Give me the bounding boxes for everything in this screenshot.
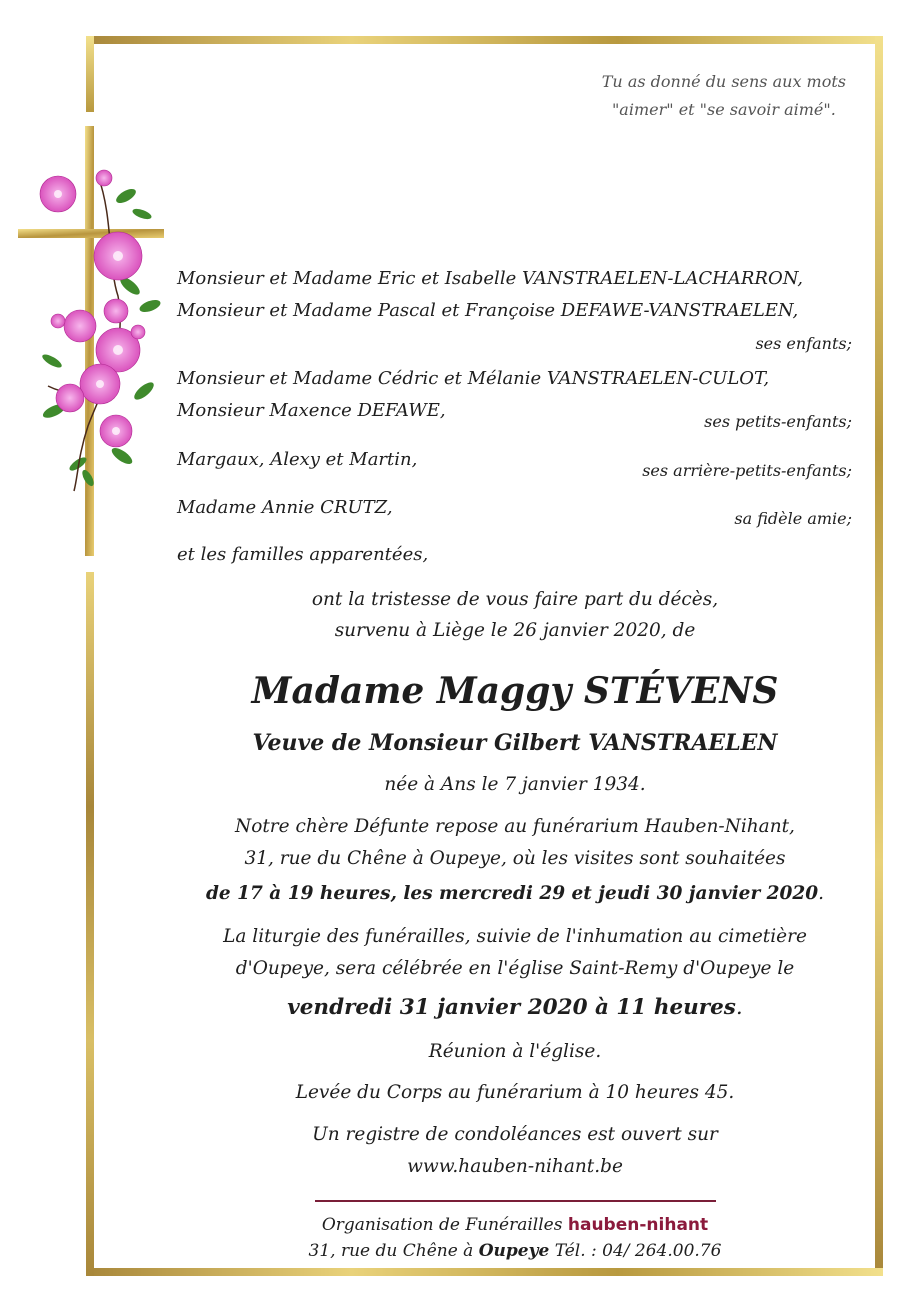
opening-quote xyxy=(602,68,846,124)
brand-logo: hauben-nihant xyxy=(567,1215,709,1235)
frame-top-border xyxy=(86,36,883,44)
footer-divider xyxy=(315,1200,716,1202)
frame-left-border-top xyxy=(86,36,94,112)
quote-line-1: Tu as donné du sens aux mots xyxy=(601,72,846,91)
friend-line: Madame Annie CRUTZ, xyxy=(177,497,393,518)
register-line-1: Un registre de condoléances est ouvert sur xyxy=(312,1124,718,1145)
visits-line xyxy=(90,883,918,904)
grandchildren-line-1: Monsieur et Madame Cédric et Mélanie VANSTRAELEN-CULOT, xyxy=(177,368,770,389)
address-town: Oupeye xyxy=(478,1241,550,1261)
children-role: ses enfants; xyxy=(755,334,852,353)
birth-line: née à Ans le 7 janvier 1934. xyxy=(384,774,646,795)
rest-line-1: Notre chère Défunte repose au funérarium Hauben-Nihant, xyxy=(235,816,795,837)
great-grandchildren-line: Margaux, Alexy et Martin, xyxy=(177,449,418,470)
ceremony-date-period: . xyxy=(735,995,743,1020)
grandchildren-line-2: Monsieur Maxence DEFAWE, xyxy=(177,400,446,421)
floral-cross-icon xyxy=(18,126,164,566)
address-prefix: 31, rue du Chêne à xyxy=(308,1241,474,1261)
ceremony-date-line xyxy=(90,995,918,1020)
phone-number: Tél. : 04/ 264.00.76 xyxy=(554,1241,722,1261)
frame-bottom-border xyxy=(86,1268,883,1276)
great-grandchildren-role: ses arrière-petits-enfants; xyxy=(642,461,852,480)
rest-line-2: 31, rue du Chêne à Oupeye, où les visites sont souhaitées xyxy=(244,848,786,869)
friend-role: sa fidèle amie; xyxy=(734,509,852,528)
levee-line: Levée du Corps au funérarium à 10 heures 45. xyxy=(295,1082,735,1103)
address-line xyxy=(90,1241,918,1261)
ceremony-date: vendredi 31 janvier 2020 à 11 heures xyxy=(287,995,736,1020)
liturgy-line-1: La liturgie des funérailles, suivie de l'inhumation au cimetière xyxy=(223,926,807,947)
children-line-2: Monsieur et Madame Pascal et Françoise DEFAWE-VANSTRAELEN, xyxy=(177,300,799,321)
meeting-line: Réunion à l'église. xyxy=(428,1041,602,1062)
children-line-1: Monsieur et Madame Eric et Isabelle VANSTRAELEN-LACHARRON, xyxy=(177,268,804,289)
visits-hours: de 17 à 19 heures, les mercredi 29 et jeudi 30 janvier 2020 xyxy=(205,883,819,904)
announcement-line-1: ont la tristesse de vous faire part du décès, xyxy=(311,589,719,610)
quote-line-2: "aimer" et "se savoir aimé". xyxy=(611,100,836,119)
grandchildren-role: ses petits-enfants; xyxy=(704,412,852,431)
liturgy-line-2: d'Oupeye, sera célébrée en l'église Saint-Remy d'Oupeye le xyxy=(235,958,795,979)
register-website-link[interactable]: www.hauben-nihant.be xyxy=(407,1156,623,1177)
organisation-prefix: Organisation de Funérailles xyxy=(321,1215,563,1235)
families-line: et les familles apparentées, xyxy=(177,544,429,565)
visits-period: . xyxy=(818,883,825,904)
announcement-line-2: survenu à Liège le 26 janvier 2020, de xyxy=(334,620,696,641)
organisation-line xyxy=(90,1215,918,1235)
widow-line: Veuve de Monsieur Gilbert VANSTRAELEN xyxy=(252,730,778,756)
deceased-name: Madame Maggy STÉVENS xyxy=(251,670,779,712)
